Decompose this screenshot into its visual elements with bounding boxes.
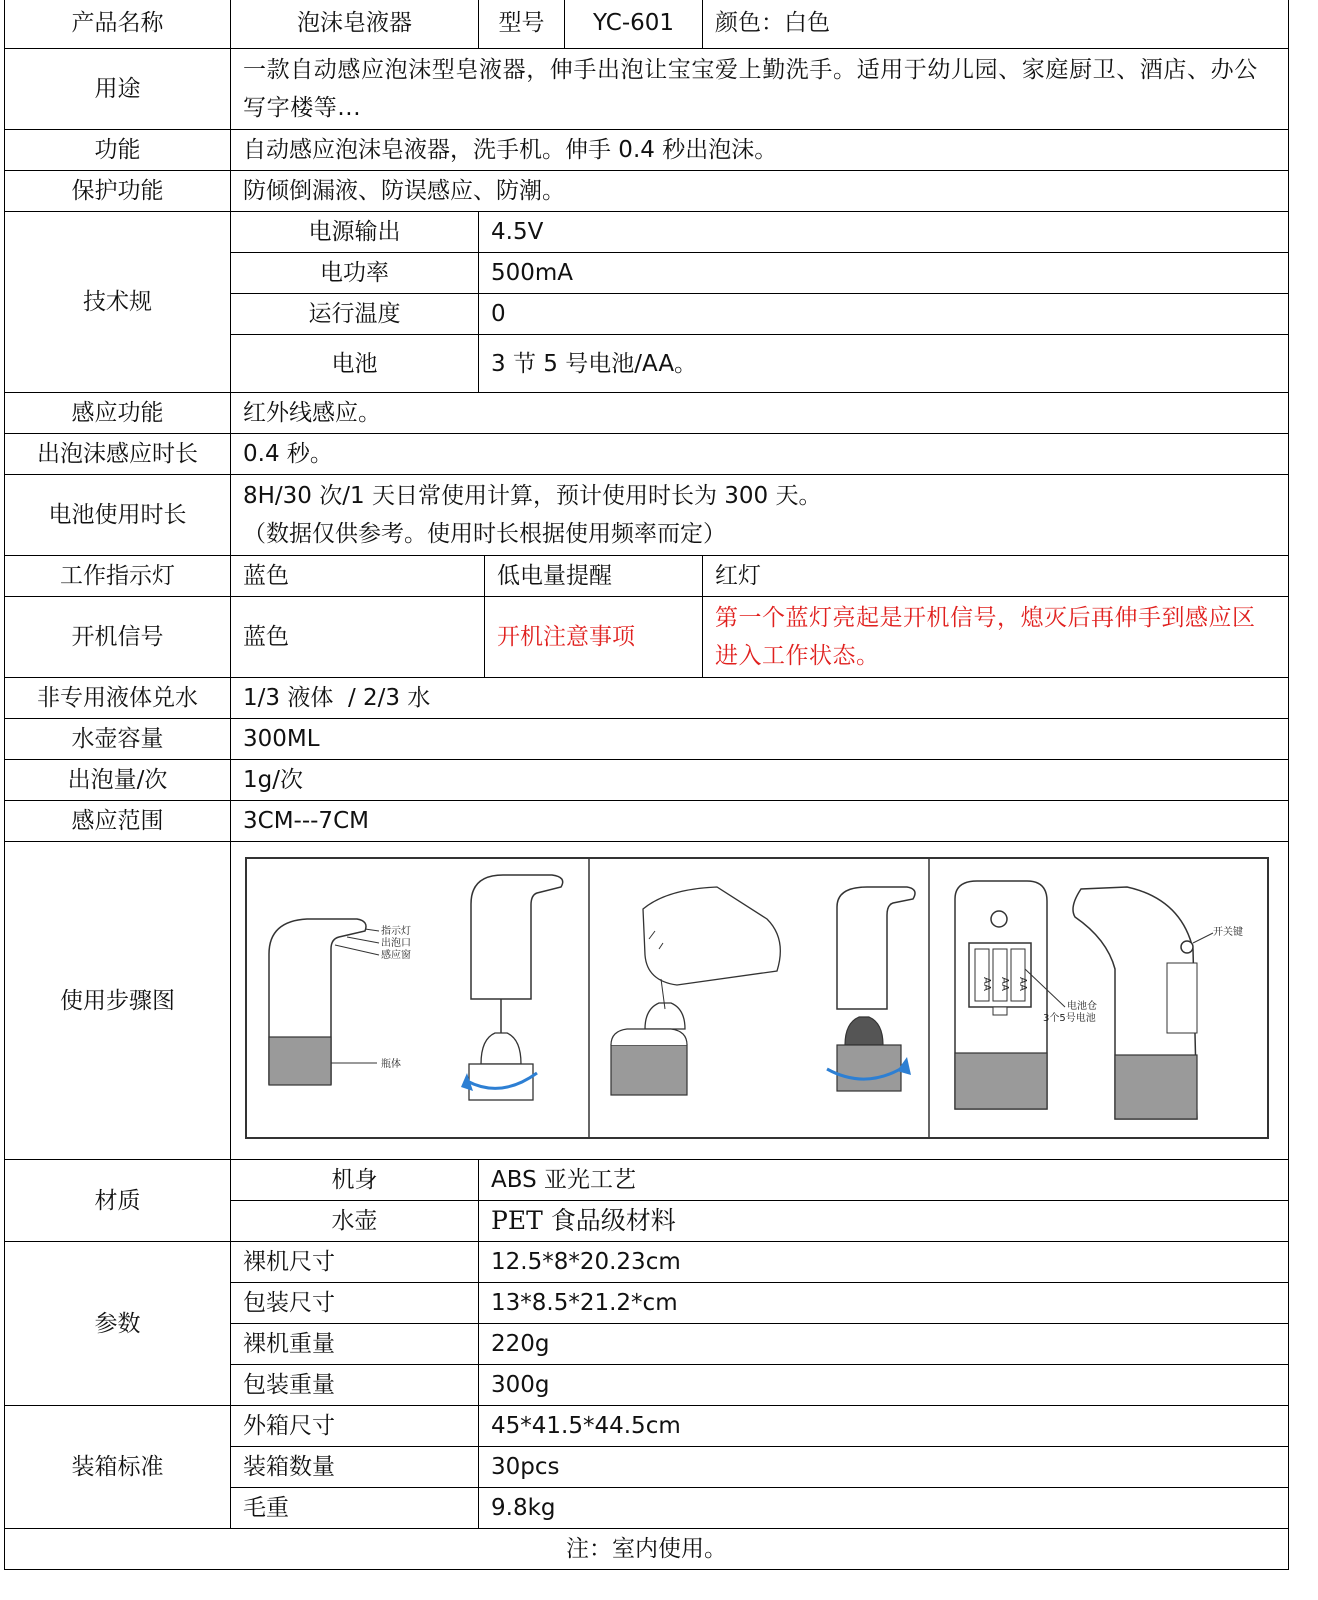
tech-item-value: 3 节 5 号电池/AA。 [479,335,1289,393]
params-item-value: 300g [479,1365,1289,1406]
power-on-label: 开机信号 [5,597,231,678]
params-item-name: 裸机尺寸 [231,1242,479,1283]
caption-switch: 开关键 [1213,926,1243,938]
params-item-value: 12.5*8*20.23cm [479,1242,1289,1283]
capacity-value: 300ML [231,719,1289,760]
protection-row [5,171,1289,212]
packing-item-value: 9.8kg [479,1488,1289,1529]
battery-life-line2: （数据仅供参考。使用时长根据使用频率而定） [243,521,726,547]
usage-value: 一款自动感应泡沫型皂液器，伸手出泡让宝宝爱上勤洗手。适用于幼儿园、家庭厨卫、酒店、办公写字楼等... [231,49,1289,130]
battery-life-row [5,475,1289,556]
params-item-name: 裸机重量 [231,1324,479,1365]
color-text: 颜色：白色 [703,0,1289,49]
note-row [5,1529,1289,1570]
function-value: 自动感应泡沫皂液器，洗手机。伸手 0.4 秒出泡沫。 [231,130,1289,171]
packing-item-value: 45*41.5*44.5cm [479,1406,1289,1447]
caption-indicator: 指示灯 [381,925,411,937]
caption-outlet: 出泡口 [381,937,411,949]
params-item-value: 220g [479,1324,1289,1365]
caption-battery-bay: 电池仓 [1067,1000,1097,1012]
material-item-name: 水壶 [231,1201,479,1242]
tech-item-value: 4.5V [479,212,1289,253]
power-on-row [5,597,1289,678]
packing-item-name: 毛重 [231,1488,479,1529]
foam-time-label: 出泡沫感应时长 [5,434,231,475]
range-value: 3CM---7CM [231,801,1289,842]
dilution-row [5,678,1289,719]
caption-sensor: 感应窗 [381,949,411,961]
caption-aa: AA [981,976,992,991]
protection-label: 保护功能 [5,171,231,212]
params-row [5,1242,1289,1283]
model-label: 型号 [479,0,565,49]
params-item-name: 包装尺寸 [231,1283,479,1324]
params-label: 参数 [5,1242,231,1406]
model-value: YC-601 [565,0,703,49]
note-text: 注：室内使用。 [5,1529,1289,1570]
battery-life-label: 电池使用时长 [5,475,231,556]
packing-row [5,1406,1289,1447]
function-row [5,130,1289,171]
tech-item-name: 运行温度 [231,294,479,335]
low-battery-value: 红灯 [703,556,1289,597]
dispenser-back-icon [955,881,1065,1109]
tech-item-value: 0 [479,294,1289,335]
caption-bottle: 瓶体 [381,1058,401,1070]
refill-hand-icon [611,887,780,1095]
range-row [5,801,1289,842]
steps-label: 使用步骤图 [5,842,231,1160]
capacity-row [5,719,1289,760]
usage-steps-figure [245,857,1269,1139]
packing-item-name: 装箱数量 [231,1447,479,1488]
material-label: 材质 [5,1160,231,1242]
params-item-name: 包装重量 [231,1365,479,1406]
material-item-name: 机身 [231,1160,479,1201]
foam-amount-value: 1g/次 [231,760,1289,801]
foam-amount-label: 出泡量/次 [5,760,231,801]
battery-life-value [231,475,1289,556]
caption-aa: AA [999,976,1010,991]
caption-battery-note: 3个5号电池 [1043,1012,1096,1024]
foam-time-value: 0.4 秒。 [231,434,1289,475]
power-on-value: 蓝色 [231,597,485,678]
steps-row [5,842,1289,1160]
dispenser-front-icon [269,919,379,1085]
sensing-label: 感应功能 [5,393,231,434]
indicator-row [5,556,1289,597]
packing-item-name: 外箱尺寸 [231,1406,479,1447]
capacity-label: 水壶容量 [5,719,231,760]
indicator-value: 蓝色 [231,556,485,597]
usage-steps-illustration [247,859,1267,1137]
protection-value: 防倾倒漏液、防误感应、防潮。 [231,171,1289,212]
product-name-label: 产品名称 [5,0,231,49]
dispenser-screw-icon [827,887,915,1091]
tech-item-name: 电源输出 [231,212,479,253]
tech-item-name: 电池 [231,335,479,393]
packing-label: 装箱标准 [5,1406,231,1529]
caption-aa: AA [1017,976,1028,991]
power-on-notice-value: 第一个蓝灯亮起是开机信号，熄灭后再伸手到感应区进入工作状态。 [703,597,1289,678]
header-row [5,0,1289,49]
usage-label: 用途 [5,49,231,130]
params-item-value: 13*8.5*21.2*cm [479,1283,1289,1324]
dilution-value: 1/3 液体 / 2/3 水 [231,678,1289,719]
dispenser-unscrew-icon [461,875,563,1100]
function-label: 功能 [5,130,231,171]
tech-item-value: 500mA [479,253,1289,294]
steps-cell [231,842,1289,1160]
tech-row [5,212,1289,253]
material-item-value: PET 食品级材料 [479,1201,1289,1242]
battery-life-line1: 8H/30 次/1 天日常使用计算，预计使用时长为 300 天。 [243,483,822,509]
low-battery-label: 低电量提醒 [485,556,703,597]
foam-amount-row [5,760,1289,801]
sensing-row [5,393,1289,434]
product-name-value: 泡沫皂液器 [231,0,479,49]
material-item-value: ABS 亚光工艺 [479,1160,1289,1201]
tech-item-name: 电功率 [231,253,479,294]
usage-row [5,49,1289,130]
sensing-value: 红外线感应。 [231,393,1289,434]
foam-time-row [5,434,1289,475]
dilution-label: 非专用液体兑水 [5,678,231,719]
material-row [5,1160,1289,1201]
indicator-label: 工作指示灯 [5,556,231,597]
power-on-notice-label: 开机注意事项 [485,597,703,678]
tech-label: 技术规 [5,212,231,393]
range-label: 感应范围 [5,801,231,842]
packing-item-value: 30pcs [479,1447,1289,1488]
spec-table [4,0,1289,1570]
